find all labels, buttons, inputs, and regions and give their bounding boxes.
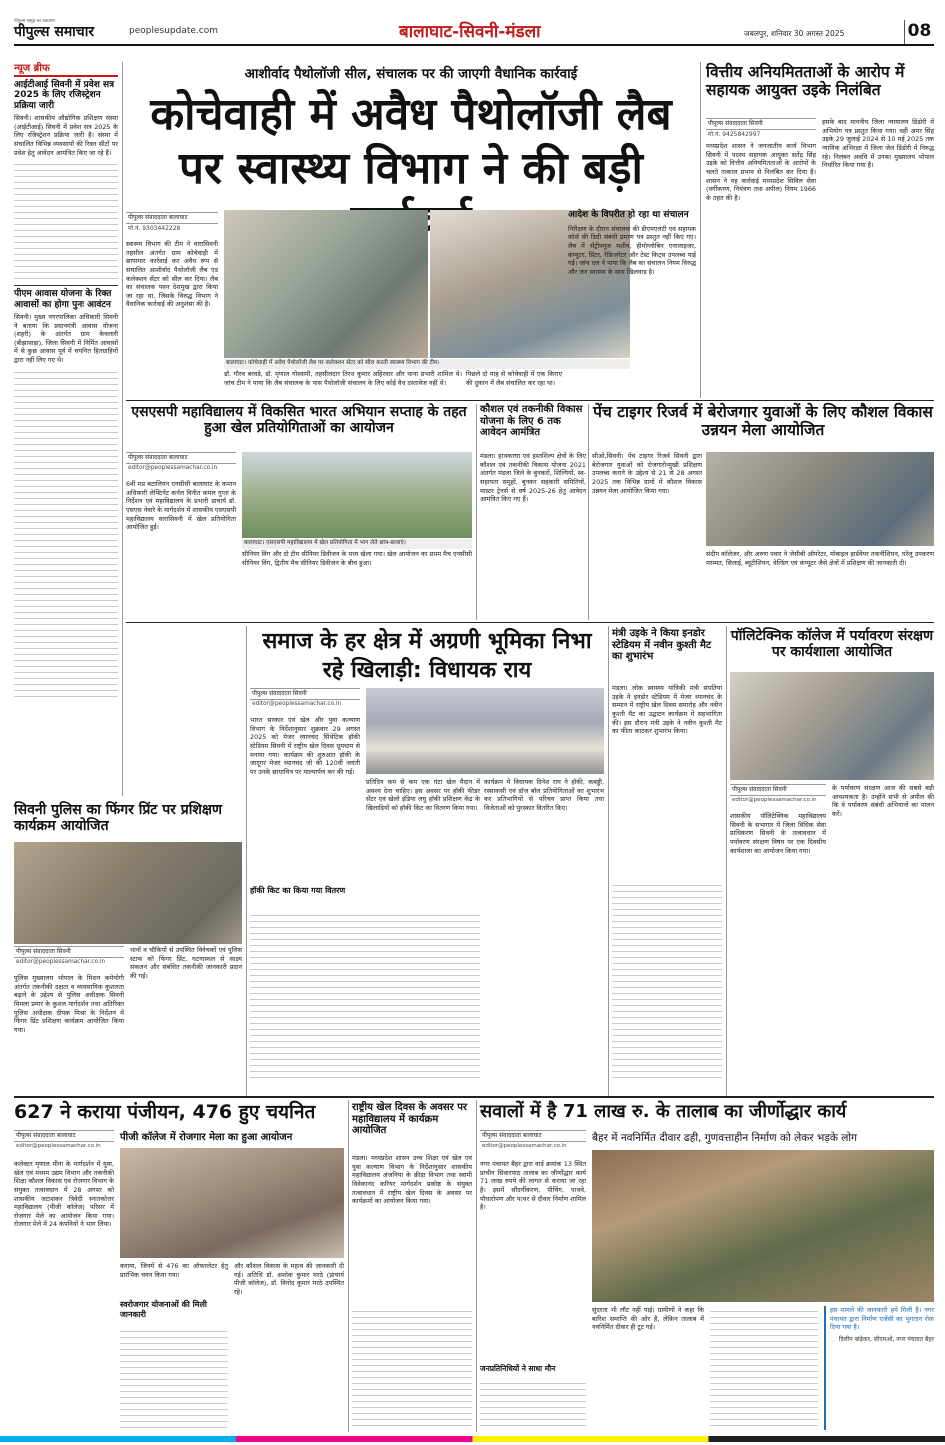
pond-headline: सवालों में है 71 लाख रु. के तालाब का जीर्णोद्धार कार्य	[480, 1101, 847, 1122]
page-number: 08	[904, 20, 934, 44]
ssp-caption: बालाघाट। एसएसपी महाविद्यालय में खेल प्रतियोगिता में भाग लेते छात्र-छात्राएं।	[242, 539, 472, 549]
lead-side-sub: आदेश के विपरीत हो रहा था संचालन	[568, 210, 689, 220]
players-continued	[250, 910, 480, 1078]
minister-text: मंडला। लोक स्वास्थ्य यांत्रिकी मंत्री संपतिया उइके ने इनडोर स्टेडियम में मेजर ध्यानचंद के सम्मान में राष्ट्रीय खेल दिवस समारोह और नवीन कुश्ती मैट का उद्घाटन कार्यक्रम में सहभागिता की। इस दौरान मंत्री उइके ने नवीन कुश्ती मैट का फीता काटकर शुभारंभ किया।	[612, 684, 722, 736]
masthead	[14, 18, 934, 46]
commissioner-byline-box	[706, 118, 816, 140]
lead-caption: बालाघाट। कोचेवाही में अवैध पैथोलॉजी लैब पर कलेक्शन सेंटर को सील करती स्वास्थ्य विभाग की टीम।	[224, 359, 630, 369]
pond-sub: जनप्रतिनिधियों ने साधा मौन	[480, 1364, 556, 1373]
police-email: editor@peoplessamachar.co.in	[16, 958, 106, 965]
registration-sub2: स्वरोजगार योजनाओं की मिली जानकारी	[120, 1300, 207, 1320]
brief-headline-2: पीएम आवास योजना के रिक्त आवासों का होगा पुनः आवंटन	[14, 285, 118, 310]
ssp-text: 6वीं मप्र बटालियन एनसीसी बालाघाट के कमान अधिकारी लेफ्टिनेंट कर्नल विनीत कमल गुप्ता के निर्देशन एवं महाविद्यालय के प्रभारी प्राचार्य डॉ. एसएस नेवारे के मार्गदर्शन में शासकीय एसएसपी महाविद्यालय वारासिवनी में खेल प्रतियोगिता आयोजित हुई।	[126, 480, 236, 532]
sports-day-text: मंडला। मध्यप्रदेश शासन उच्च शिक्षा एवं खेल एवं युवा कल्याण विभाग के निर्देशानुसार शासकीय महाविद्यालय अंजनिया के क्रीड़ा विभाग तथा स्वामी विवेकानंद करियर मार्गदर्शन प्रकोष्ठ के संयुक्त तत्वावधान में राष्ट्रीय खेल दिवस के अवसर पर कार्यक्रमों का आयोजन किया गया।	[352, 1154, 472, 1206]
registration-byline-box	[14, 1130, 114, 1151]
commissioner-mobile: मो.नं. 9425842997	[708, 130, 761, 138]
lead-text-2: डॉ. गौरव बरवडे, डॉ. मृणाल गोस्वामी, तहसीलदार तिरथ कुमार अहिरवार और थाना प्रभारी शामिल थे। जांच टीम ने पाया कि लैब संचालक के पास पैथोलॉजी संचालन के लिए कोई वैध दस्तावेज नहीं थे।	[224, 370, 462, 387]
polytechnic-byline-box	[730, 784, 826, 805]
commissioner-text-2: इसके बाद माननीय जिला न्यायालय डिंडोरी में अभियोग पत्र प्रस्तुत किया गया। वहीं अमर सिंह उइके 29 जुलाई 2024 से 10 मई 2025 तक न्यायिक अभिरक्षा में जिला जेल डिंडोरी में निरुद्ध रहे। निलंबन अवधि में उनका मुख्यालय भोपाल निर्धारित किया गया है।	[822, 118, 934, 170]
police-text: पुलिस मुख्यालय भोपाल के मिशन कमेयोगी अंतर्गत तकनीकी दक्षता व व्यवसायिक कुशलता बढ़ाने के उद्देश्य से पुलिस अधीक्षक सिवनी विमला प्रमार के कुशल मार्गदर्शन तथा अतिरिक्त पुलिस अधीक्षक दीपक मिश्रा के निर्देशन में फिंगर प्रिंट प्रशिक्षण कार्यक्रम आयोजित किया गया।	[14, 974, 124, 1034]
scheme-text: मंडला। हाथकरघा एवं हस्तशिल्प क्षेत्रों के लिए कौशल एवं तकनीकी विकास योजना 2021 अंतर्गत मंडला जिले के बुनकरों, शिल्पियों, स्व-सहायता समूहों, बुनकर सहकारी समितियों, मास्टर ट्रेनर्स से वर्ष 2025-26 हेतु आवेदन आमंत्रित किए गए हैं।	[480, 452, 586, 504]
print-color-bar	[0, 1436, 945, 1442]
minister-headline: मंत्री उइके ने किया इनडोर स्टेडियम में नवीन कुश्ती मैट का शुभारंभ	[612, 628, 712, 662]
polytechnic-text: शासकीय पॉलिटेक्निक महाविद्यालय सिवनी के सभागार में जिला विधिक सेवा प्राधिकरण सिवनी के तत्वावधान में पर्यावरण संरक्षण विषय पर एक दिवसीय कार्यशाला का आयोजन किया गया।	[730, 812, 826, 855]
polytechnic-photo	[730, 672, 934, 780]
registration-text-3: और कौशल विकास के महत्व की जानकारी दी गई। अतिथि डॉ. अशोक कुमार मरठे (प्राचार्य पीजी कॉलेज), डॉ. विनोद कुमार मरठे उपस्थित रहे।	[234, 1262, 344, 1296]
ssp-byline: पीपुल्स संवाददाता बालाघाट	[126, 452, 236, 464]
news-brief-column	[14, 62, 118, 796]
tiger-photo	[706, 452, 934, 546]
ssp-photo	[242, 452, 472, 538]
registration-text: कलेक्टर मृणाल मीना के मार्गदर्शन में युवा, खेल एवं मध्यम उद्यम विभाग और तकनीकी शिक्षा कौशल विकास एवं रोजगार विभाग के संयुक्त तत्वावधान में 28 अगस्त को शासकीय जटाशंकर त्रिवेदी स्नातकोत्तर महाविद्यालय (पीजी कॉलेज) परिसर में रोजगार मेले का आयोजन किया गया। रोजगार मेले में 24 कंपनियों ने भाग लिया।	[14, 1160, 114, 1229]
police-headline: सिवनी पुलिस का फिंगर प्रिंट पर प्रशिक्षण कार्यक्रम आयोजित	[14, 802, 223, 835]
pond-quote-by: दिलीप बांढ़ेकर, सीएमओ, नगर पंचायत बैहर	[838, 1335, 934, 1343]
ssp-email: editor@peoplessamachar.co.in	[128, 464, 218, 471]
polytechnic-byline: पीपुल्स संवाददाता सिवनी	[730, 784, 826, 796]
brief-text-2-continued	[14, 367, 118, 702]
pond-quote: इस मामले की जानकारी हमें मिली है। नगर पंचायत द्वारा निर्माण एजेंसी का भुगतान रोक दिया गया है।	[830, 1306, 934, 1332]
lead-side-text: निरीक्षण के दौरान संचालक की डीएमएलटी एवं सहायक कोर्स की डिग्री संबंधी प्रमाण पत्र प्रस्तुत नहीं किए गए। लैब में सेंट्रीफ्यूज मशीन, हीमोग्लोबिन एनालाइजर, कंप्यूटर, प्रिंटर, रेफ्रिजरेटर और टेस्ट किट्स उपलब्ध पाई गईं। जांच दल ने पाया कि लैब का संचालन नियम विरुद्ध और जन स्वास्थ्य के साथ खिलवाड़ है।	[568, 224, 696, 276]
pond-byline: पीपुल्स संवाददाता बालाघाट	[480, 1130, 586, 1142]
tiger-text-2: संदीप कॉलेजर, और अरुण पवार ने जेसीबी ऑपरेटर, मोबाइल हार्डवेयर तकनीशियन, घरेलू उपकरण मरम्मत, सिलाई, ब्यूटीशियन, वेल्डिंग एवं कंप्यूटर जैसे क्षेत्रों में प्रशिक्षण की जानकारी दी।	[706, 550, 934, 567]
players-photo	[366, 688, 604, 774]
commissioner-headline: वित्तीय अनियमितताओं के आरोप में सहायक आयुक्त उइके निलंबित	[706, 63, 905, 99]
police-photo	[14, 842, 242, 944]
police-text-2: थानों व चौकियों से उपस्थित विवेचकों एवं पुलिस स्टाफ को फिंगर प्रिंट, घटनास्थल से साक्ष्य संकलन और संबंधित तकनीकी जानकारी प्रदान की गई।	[130, 946, 242, 980]
website[interactable]: peoplesupdate.com	[129, 26, 218, 36]
lead-kicker: आशीर्वाद पैथोलॉजी सील, संचालक पर की जाएगी वैधानिक कार्रवाई	[244, 66, 578, 82]
ssp-headline: एसएसपी महाविद्यालय में विकसित भारत अभियान सप्ताह के तहत हुआ खेल प्रतियोगिताओं का आयोजन	[131, 404, 467, 437]
ssp-byline-box	[126, 452, 236, 473]
polytechnic-headline: पॉलिटेक्निक कॉलेज में पर्यावरण संरक्षण पर कार्यशाला आयोजित	[730, 628, 934, 661]
pond-byline-box	[480, 1130, 586, 1151]
players-text-2: प्रतिदिन कम से कम एक घंटा खेल मैदान में अवश्य देना चाहिए। इस अवसर पर हॉकी फीडर सेंटर एवं खेलो इंडिया लघु हॉकी प्रशिक्षण केंद्र के खिलाड़ियों को हॉकी किट का वितरण किया गया।	[366, 778, 480, 812]
paper-name: पीपुल्स समाचार	[14, 23, 95, 40]
pond-text-2-continued	[710, 1306, 818, 1430]
lead-side-box	[568, 210, 696, 400]
lead-mobile: मो.नं. 9303442228	[128, 224, 181, 232]
paper-logo	[14, 20, 124, 42]
pond-sub-headline: बैहर में नवनिर्मित दीवार ढही, गुणवत्ताहीन निर्माण को लेकर भड़के लोग	[592, 1132, 858, 1144]
polytechnic-text-2: के पर्यावरण संरक्षण आज की सबसे बड़ी आवश्यकता है। उन्होंने सभी से अपील की कि वे पर्यावरण संबंधी अभियानों का पालन करें।	[832, 784, 934, 818]
ssp-text-2: सीनियर विंग और दो टीम सीनियर डिवीजन के मध्य खेला गया। खेल आयोजन का प्रथम मैच एनसीसी सीनियर विंग, द्वितीय मैच सीनियर डिवीजन के बीच हुआ।	[242, 550, 472, 567]
police-byline: पीपुल्स संवाददाता सिवनी	[14, 946, 124, 958]
registration-continued	[120, 1326, 228, 1430]
brief-text-continued	[14, 159, 118, 279]
lead-text-3: पिछले दो माह से कोचेवाही में एक किराए की दुकान में लैब संचालित कर रहा था।	[466, 370, 562, 387]
brief-headline-1: आईटीआई सिवनी में प्रवेश सत्र 2025 के लिए रजिस्ट्रेशन प्रक्रिया जारी	[14, 80, 115, 111]
paper-tagline: पीपुल्स समूह का प्रकाशन	[14, 19, 56, 24]
scheme-headline: कौशल एवं तकनीकी विकास योजना के लिए 6 तक आवेदन आमंत्रित	[480, 404, 583, 438]
registration-sub-headline: पीजी कॉलेज में रोजगार मेला का हुआ आयोजन	[120, 1132, 293, 1143]
pond-text-2: सुंदरता भी लौट नहीं पाई। ग्रामीणों ने कहा कि बारिश समाप्ति की ओर है, लेकिन तालाब में नवनिर्मित दीवार ही टूट गई।	[592, 1306, 704, 1332]
lead-byline-box	[126, 212, 218, 234]
players-byline-box	[250, 688, 360, 709]
police-byline-box	[14, 946, 124, 967]
news-brief-label: न्यूज ब्रीफ	[14, 62, 118, 77]
brief-text-2: सिवनी। मुख्य नगरपालिका अधिकारी सिवनी ने बताया कि प्रधानमंत्री आवास योजना (शहरी) के अंतर्गत ग्राम केवलारी (बीझावाड़ा), जिला सिवनी में निर्मित आवासों में से कुछ आवास पूर्व में चयनित हितग्राहियों द्वारा नहीं लिए गए थे।	[14, 312, 118, 365]
pond-email: editor@peoplessamachar.co.in	[482, 1142, 567, 1149]
lead-photo	[224, 210, 428, 358]
registration-byline: पीपुल्स संवाददाता बालाघाट	[14, 1130, 114, 1142]
dateline: जबलपुर, शनिवार 30 अगस्त 2025	[744, 29, 845, 38]
players-text-3: कार्यक्रम में विधायक दिनेश राय ने हॉकी, कबड्डी, रस्साकसी एवं डॉज बॉल प्रतियोगिताओं का शुभारंभ कर प्रतिभागियों से परिचय प्राप्त किया तथा विजेताओं को पुरस्कार वितरित किए।	[484, 778, 604, 812]
edition-name: बालाघाट-सिवनी-मंडला	[399, 22, 541, 42]
pond-continued	[480, 1378, 586, 1430]
pond-quote-box	[824, 1306, 934, 1430]
tiger-headline: पेंच टाइगर रिजर्व में बेरोजगार युवाओं के लिए कौशल विकास उन्नयन मेला आयोजित	[593, 403, 933, 439]
players-email: editor@peoplessamachar.co.in	[252, 700, 342, 707]
minister-continued	[612, 880, 722, 1078]
registration-email: editor@peoplessamachar.co.in	[16, 1142, 101, 1149]
commissioner-byline: पीपुल्स संवाददाता सिवनी	[706, 118, 816, 130]
players-headline: समाज के हर क्षेत्र में अग्रणी भूमिका निभा रहे खिलाड़ी: विधायक राय	[262, 629, 592, 683]
registration-headline: 627 ने कराया पंजीयन, 476 हुए चयनित	[14, 1101, 316, 1123]
pond-photo	[592, 1150, 934, 1302]
tiger-text: सीओ,सिवनी। पेंच टाइगर रिजर्व सिवनी द्वारा बेरोजगार युवाओं को रोजगारोन्मुखी प्रशिक्षण उपलब्ध कराने के उद्देश्य से 21 से 28 अगस्त 2025 तक विभिन्न ग्रामों में कौशल विकास उन्नयन मेला आयोजित किया गया।	[592, 452, 702, 495]
registration-text-2: कराया, जिनमें से 476 का ऑफरलेटर हेतु प्रारंभिक चयन किया गया।	[120, 1262, 228, 1279]
commissioner-text: मध्यप्रदेश शासन ने जनजातीय कार्य विभाग सिवनी में पदस्थ सहायक आयुक्त सतेंद्र सिंह उइके को वित्तीय अनियमितताओं के आरोपों के चलते तत्काल प्रभाव से निलंबित कर दिया है। शासन ने यह कार्रवाई मध्यप्रदेश सिविल सेवा (वर्गीकरण, नियंत्रण तथा अपील) नियम 1966 के तहत की है।	[706, 142, 816, 202]
pond-text: नगर पंचायत बैहर द्वारा वार्ड क्रमांक 13 स्थित प्राचीन सिवारपाठ तालाब का जीर्णोद्धार कार्य 71 लाख रुपये की लागत से कराया जा रहा है। इसमें सौंदर्यीकरण, पीचिंग, पाथवे, पौधारोपण और पत्थर से दीवार निर्माण शामिल है।	[480, 1160, 586, 1212]
lead-text: स्वास्थ्य विभाग की टीम ने वारासिवनी तहसील अंतर्गत ग्राम कोचेवाही में छापामार कार्रवाई कर अवैध रूप से संचालित आशीर्वाद पैथोलॉजी लैब एंड कलेक्शन सेंटर को सील कर दिया। लैब का संचालक पवन देशमुख द्वारा किया जा रहा था, जिसके विरुद्ध विभाग ने वैधानिक कार्रवाई की अनुशंसा की है।	[126, 240, 218, 309]
brief-text-1: सिवनी। शासकीय औद्योगिक प्रशिक्षण संस्था (आईटीआई) सिवनी में प्रवेश सत्र 2025 के लिए रजिस्ट्रेशन प्रक्रिया जारी है। संस्था में संचालित विभिन्न व्यवसायों की रिक्त सीटों पर प्रवेश हेतु आवेदन आमंत्रित किए जा रहे हैं।	[14, 114, 118, 157]
registration-photo	[120, 1148, 344, 1258]
sports-day-headline: राष्ट्रीय खेल दिवस के अवसर पर महाविद्यालय में कार्यक्रम आयोजित	[352, 1102, 467, 1136]
players-byline: पीपुल्स संवाददाता सिवनी	[250, 688, 360, 700]
polytechnic-email: editor@peoplessamachar.co.in	[732, 796, 817, 803]
sports-day-continued	[352, 1306, 472, 1430]
players-sub: हॉकी किट का किया गया वितरण	[250, 886, 346, 895]
players-text: भारत सरकार एवं खेल और युवा कल्याण विभाग के निर्देशानुसार शुक्रवार 29 अगस्त 2025 को मेजर ध्यानचंद सिंथेटिक हॉकी स्टेडियम सिवनी में राष्ट्रीय खेल दिवस धूमधाम से मनाया गया। कार्यक्रम की शुरुआत हॉकी के जादूगर मेजर ध्यानचंद जी की 120वीं जयंती पर उनके छायाचित्र पर माल्यार्पण कर की गई।	[250, 716, 360, 776]
lead-byline: पीपुल्स संवाददाता बालाघाट	[126, 212, 218, 224]
lead-headline: कोचेवाही में अवैध पैथोलॉजी लैब पर स्वास्थ्य विभाग ने की बड़ी	[150, 89, 672, 194]
